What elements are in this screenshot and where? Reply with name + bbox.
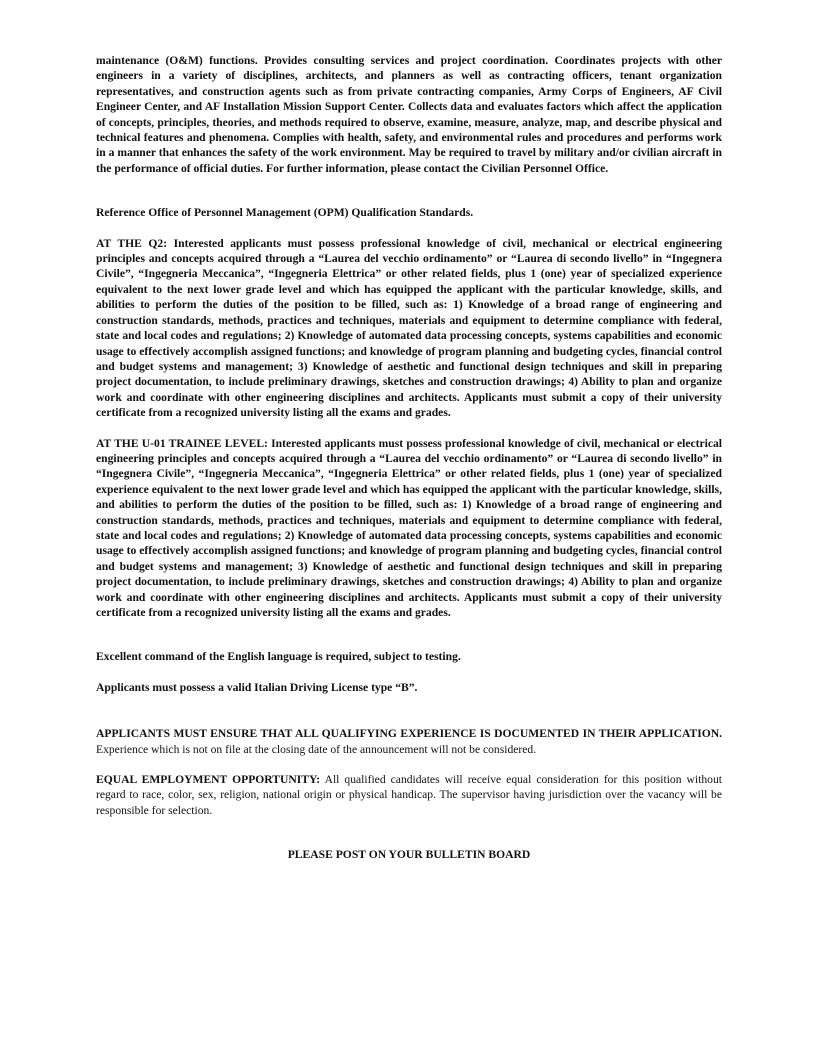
u01-trainee-qualifications-paragraph: AT THE U-01 TRAINEE LEVEL: Interested applicants must possess professional knowledge of civil, mechanical or electrical engineering principles and concepts acquired through a “Laurea del vecchio ordinamento” or “Laurea di secondo livello” in “Ingegnera Civile”, “Ingegneria Meccanica”, “Ingegneria Elettrica” or other related fields, plus 1 (one) year of specialized experience equivalent to the next lower grade level and which has equipped the applicant with the particular knowledge, skills, and abilities to perform the duties of the position to be filled, such as: 1) Knowledge of a broad range of engineering and construction standards, methods, practices and techniques, materials and equipment to determine compliance with federal, state and local codes and regulations; 2) Knowledge of automated data processing concepts, systems capabilities and economic usage to effectively accomplish assigned functions; and knowledge of program planning and budgeting cycles, financial control and budget systems and management; 3) Knowledge of aesthetic and functional design techniques and skill in preparing project documentation, to include preliminary drawings, sketches and construction drawings; 4) Ability to plan and organize work and coordinate with other engineering disciplines and architects. Applicants must submit a copy of their university certificate from a recognized university listing all the exams and grades. <box>96 436 722 619</box>
equal-opportunity-heading: EQUAL EMPLOYMENT OPPORTUNITY: <box>96 773 321 787</box>
driving-license-requirement: Applicants must possess a valid Italian Driving License type “B”. <box>96 680 418 694</box>
english-requirement: Excellent command of the English language is required, subject to testing. <box>96 650 461 664</box>
duties-paragraph: maintenance (O&M) functions. Provides consulting services and project coordination. Coordinates projects with other engineers in a variety of disciplines, architects, and planners as well as contracting officers, tenant organization representatives, and construction agents such as from private contracting companies, Army Corps of Engineers, AF Civil Engineer Center, and AF Installation Mission Support Center. Collects data and evaluates factors which affect the application of concepts, principles, theories, and methods required to observe, examine, measure, analyze, map, and describe physical and technical features and phenomena. Complies with health, safety, and environmental rules and procedures and performs work in a manner that enhances the safety of the work environment. May be required to travel by military and/or civilian aircraft in the performance of official duties. For further information, please contact the Civilian Personnel Office. <box>96 54 722 175</box>
q2-qualifications-paragraph: AT THE Q2: Interested applicants must possess professional knowledge of civil, mechanical or electrical engineering principles and concepts acquired through a “Laurea del vecchio ordinamento” or “Laurea di secondo livello” in “Ingegnera Civile”, “Ingegneria Meccanica”, “Ingegneria Elettrica” or other related fields, plus 1 (one) year of specialized experience equivalent to the next lower grade level and which has equipped the applicant with the particular knowledge, skills, and abilities to perform the duties of the position to be filled, such as: 1) Knowledge of a broad range of engineering and construction standards, methods, practices and techniques, materials and equipment to determine compliance with federal, state and local codes and regulations; 2) Knowledge of automated data processing concepts, systems capabilities and economic usage to effectively accomplish assigned functions; and knowledge of program planning and budgeting cycles, financial control and budget systems and management; 3) Knowledge of aesthetic and functional design techniques and skill in preparing project documentation, to include preliminary drawings, sketches and construction drawings; 4) Ability to plan and organize work and coordinate with other engineering disciplines and architects. Applicants must submit a copy of their university certificate from a recognized university listing all the exams and grades. <box>96 236 722 420</box>
experience-documentation-notice <box>96 726 722 757</box>
equal-opportunity-notice <box>96 772 722 818</box>
experience-notice-heading: APPLICANTS MUST ENSURE THAT ALL QUALIFYING EXPERIENCE IS DOCUMENTED IN THEIR APPLICATION. <box>96 727 722 741</box>
opm-reference: Reference Office of Personnel Management (OPM) Qualification Standards. <box>96 206 474 220</box>
experience-notice-text: Experience which is not on file at the closing date of the announcement will not be considered. <box>96 742 537 756</box>
equal-opportunity-text: All qualified candidates will receive equal consideration for this position without regard to race, color, sex, religion, national origin or physical handicap. The supervisor having jurisdiction over the vacancy will be responsible for selection. <box>96 773 722 817</box>
bulletin-board-footer: PLEASE POST ON YOUR BULLETIN BOARD <box>287 848 531 862</box>
